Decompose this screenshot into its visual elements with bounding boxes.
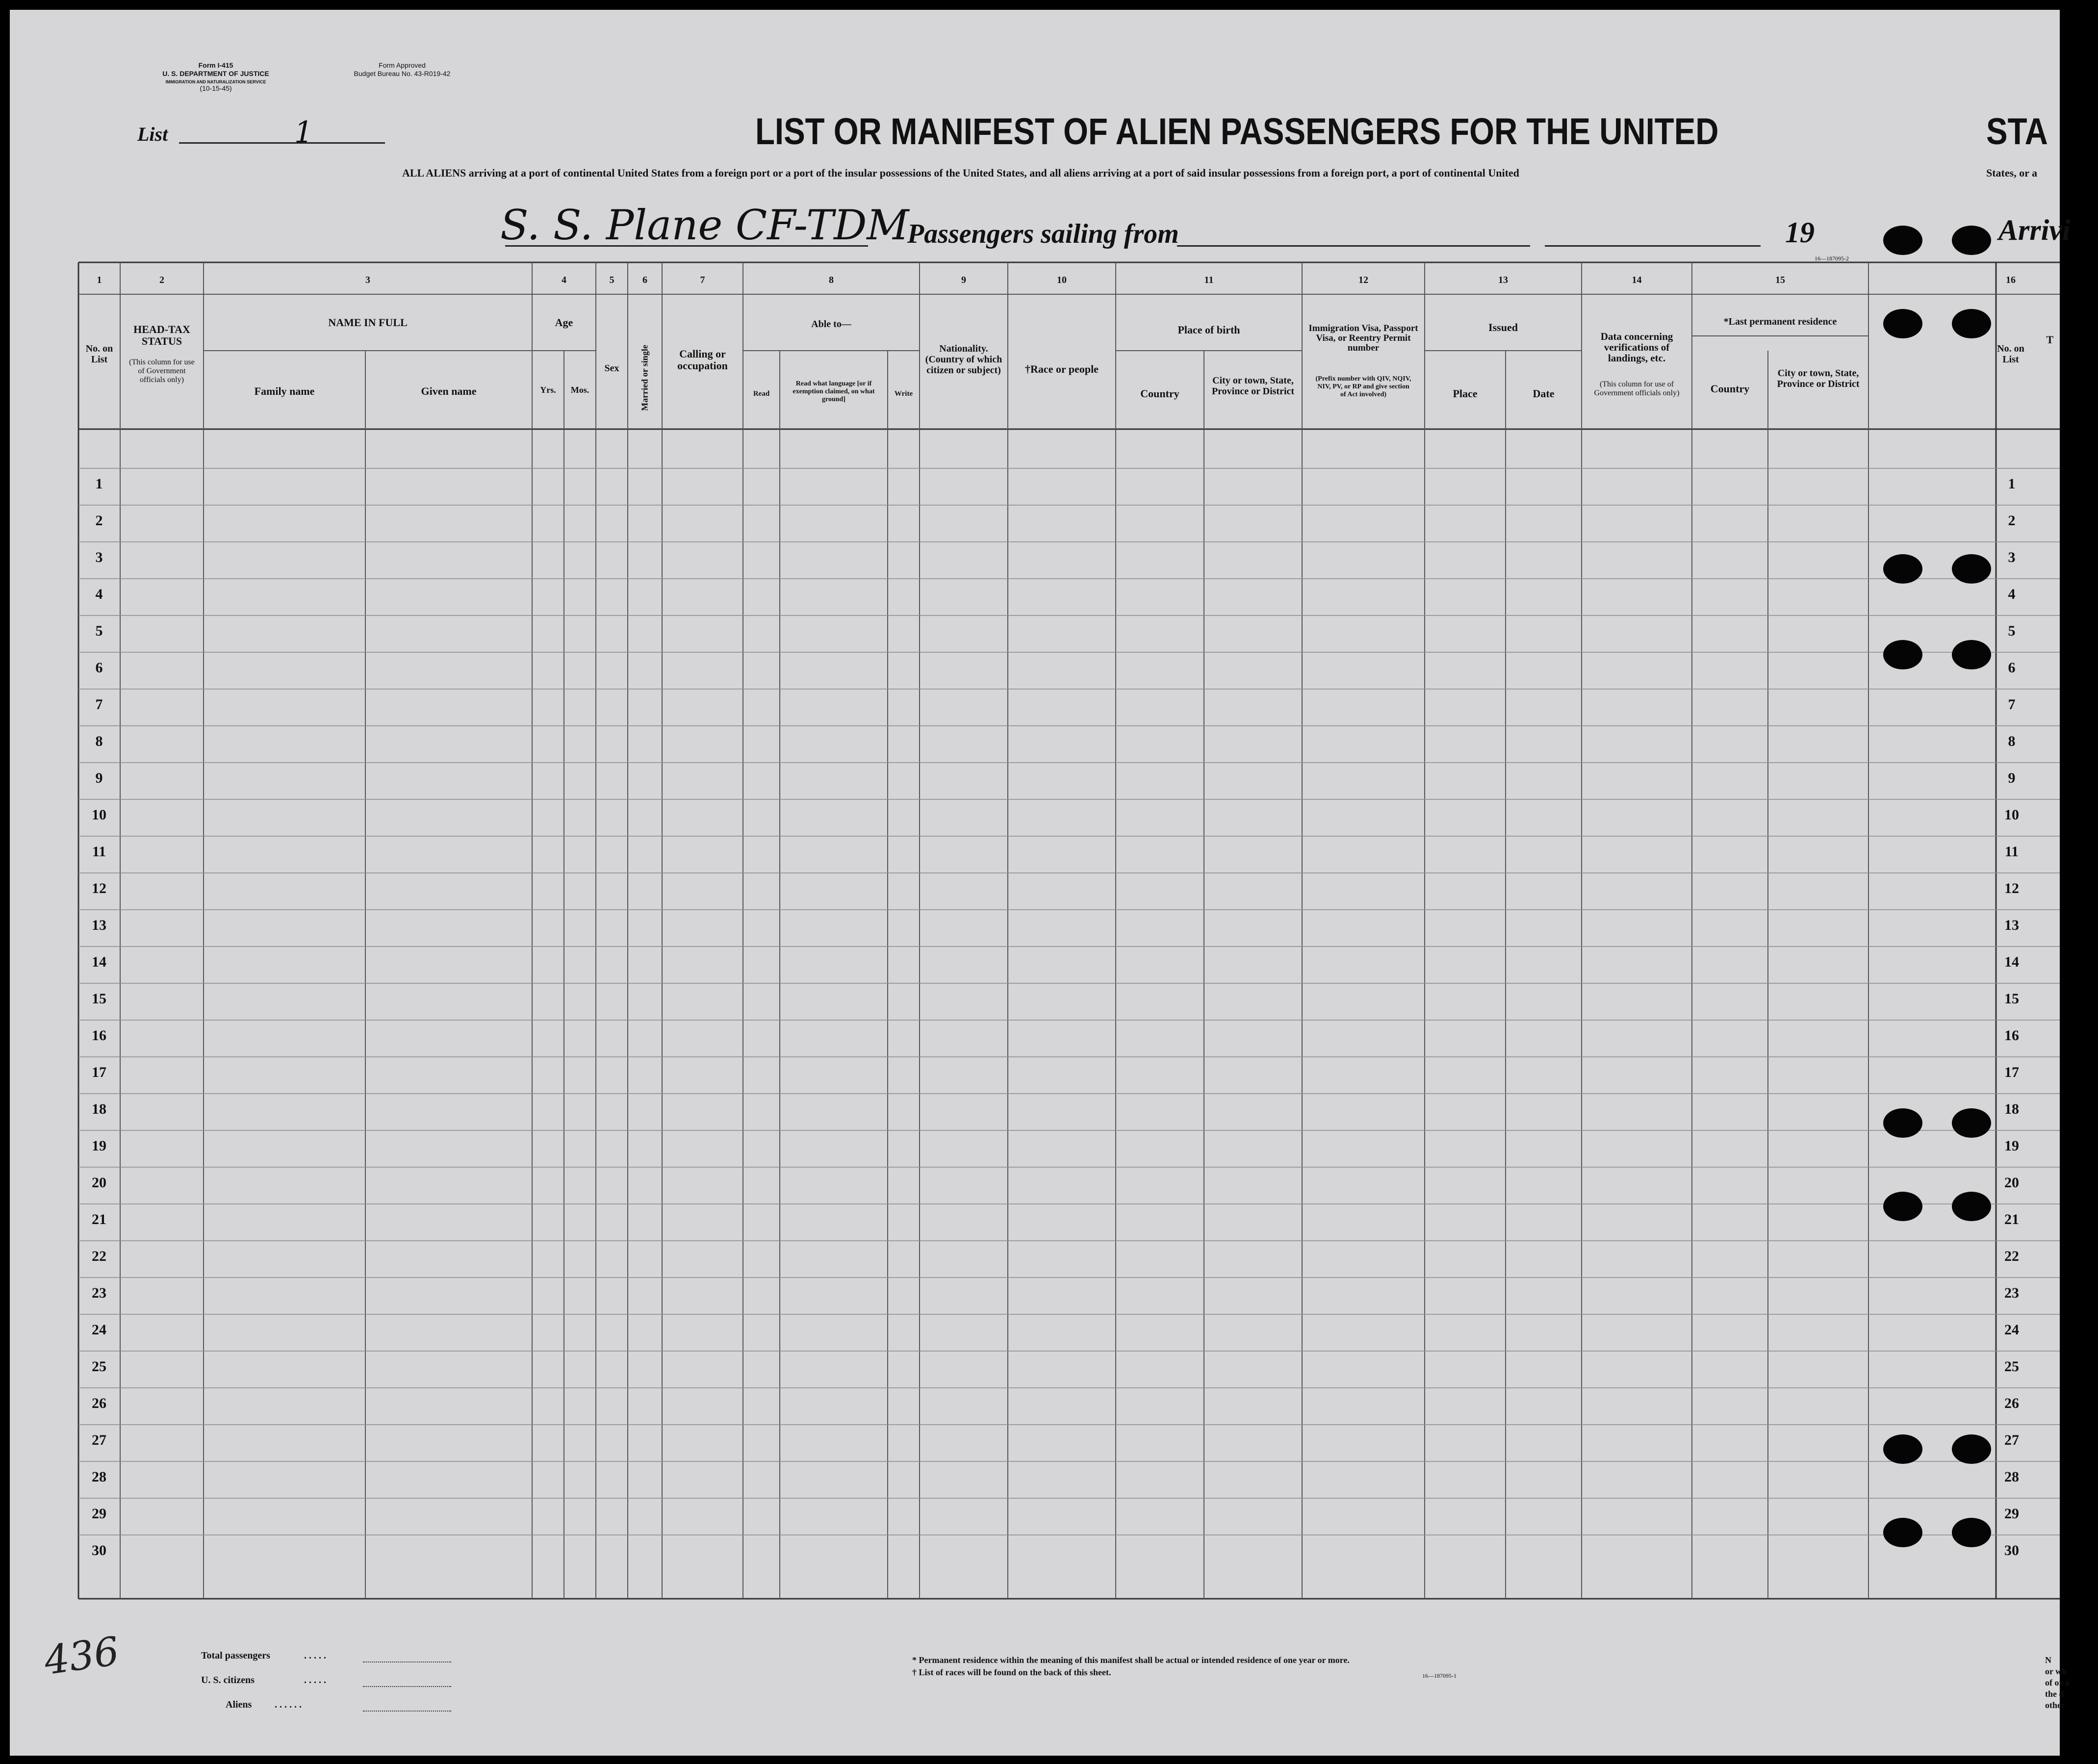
row-number-right: 27	[2004, 1432, 2019, 1448]
punch-hole	[1952, 640, 1991, 669]
row-number-right: 7	[2008, 696, 2016, 713]
row-number: 16	[92, 1027, 106, 1044]
manifest-sheet	[10, 10, 2071, 1756]
row-number: 5	[95, 623, 103, 639]
row-number-right: 28	[2004, 1469, 2019, 1485]
row-number-right: 20	[2004, 1175, 2019, 1191]
issued-header: Issued	[1488, 321, 1518, 333]
row-number: 2	[95, 512, 103, 529]
row-number-right: 14	[2004, 954, 2019, 970]
place-of-birth-header: Place of birth	[1177, 324, 1240, 336]
right-cut-text-4: the d	[2045, 1689, 2064, 1699]
col-num-12: 12	[1358, 275, 1368, 285]
data-concerning-note: (This column for use of Government officials only)	[1594, 380, 1680, 397]
row-number-right: 25	[2004, 1358, 2019, 1375]
right-cut-text-2: or wh	[2045, 1666, 2067, 1676]
right-cut-header: T	[2046, 333, 2054, 346]
col-num-15: 15	[1775, 275, 1785, 285]
row-number: 13	[92, 917, 106, 933]
col-num-11: 11	[1204, 275, 1214, 285]
page-title-continued: STA	[1986, 111, 2048, 153]
row-number: 23	[92, 1285, 106, 1301]
row-number: 9	[95, 770, 103, 786]
list-number: 1	[294, 115, 313, 150]
row-number: 3	[95, 549, 103, 565]
print-code-top: 16—187095-2	[1815, 255, 1849, 262]
row-number: 4	[95, 586, 103, 602]
col-num-9: 9	[961, 275, 966, 285]
col-num-8: 8	[829, 275, 834, 285]
row-number-right: 26	[2004, 1395, 2019, 1411]
row-number: 14	[92, 954, 106, 970]
col-num-14: 14	[1632, 275, 1642, 285]
right-cut-text-3: of or a	[2045, 1678, 2070, 1687]
form-number: Form I-415	[198, 61, 233, 69]
aliens-label: Aliens	[226, 1699, 252, 1710]
row-number-right: 4	[2008, 586, 2016, 602]
row-number-right: 16	[2004, 1027, 2019, 1044]
issued-date-header: Date	[1533, 387, 1555, 400]
birth-city-header: City or town, State, Province or District	[1211, 375, 1295, 397]
no-on-list-header: No. on List	[85, 343, 113, 365]
right-cut-text-1: N	[2045, 1655, 2051, 1665]
col-num-3: 3	[365, 275, 370, 285]
col-num-4: 4	[562, 275, 566, 285]
row-number-right: 1	[2008, 476, 2016, 492]
name-in-full-header: NAME IN FULL	[328, 316, 408, 329]
mos-header: Mos.	[570, 385, 589, 395]
sex-header: Sex	[604, 363, 619, 374]
row-number-right: 10	[2004, 807, 2019, 823]
print-code-bottom: 16—187095-1	[1422, 1672, 1457, 1679]
row-number: 22	[92, 1248, 106, 1264]
row-number-right: 24	[2004, 1322, 2019, 1338]
punch-hole	[1883, 226, 1922, 255]
col-num-6: 6	[642, 275, 647, 285]
row-number: 29	[92, 1506, 106, 1522]
service: IMMIGRATION AND NATURALIZATION SERVICE	[165, 79, 266, 84]
write-header: Write	[894, 390, 913, 398]
age-header: Age	[555, 316, 573, 329]
head-tax-header: HEAD-TAX STATUS	[133, 323, 190, 347]
row-number: 24	[92, 1322, 106, 1338]
right-cut-text-5: other	[2045, 1700, 2065, 1710]
us-citizens-label: U. S. citizens	[201, 1675, 255, 1686]
visa-header: Immigration Visa, Passport Visa, or Reentry Permit number	[1308, 323, 1418, 353]
row-number-right: 30	[2004, 1542, 2019, 1559]
residence-country-header: Country	[1710, 383, 1750, 395]
row-number-right: 21	[2004, 1211, 2019, 1227]
able-to-header: Able to—	[811, 319, 851, 330]
data-concerning-header: Data concerning verifications of landings, etc.	[1600, 331, 1673, 364]
col-num-13: 13	[1498, 275, 1508, 285]
row-number-right: 3	[2008, 549, 2016, 565]
row-number-right: 11	[2004, 844, 2019, 860]
date-code: (10-15-45)	[200, 84, 232, 92]
row-number: 30	[92, 1542, 106, 1559]
punch-hole	[1883, 1192, 1922, 1221]
row-number: 1	[95, 476, 103, 492]
vessel-handwritten: S. S. Plane CF-TDM	[500, 201, 909, 249]
row-number: 11	[92, 844, 106, 860]
col-num-1: 1	[97, 275, 102, 285]
department: U. S. DEPARTMENT OF JUSTICE	[162, 70, 269, 77]
punch-hole	[1952, 554, 1991, 584]
residence-city-header: City or town, State, Province or District	[1777, 368, 1860, 389]
row-number-right: 22	[2004, 1248, 2019, 1264]
row-number-right: 12	[2004, 880, 2019, 896]
arriving-label: Arrivi	[1998, 214, 2071, 246]
punch-hole	[1952, 309, 1991, 338]
row-number-right: 9	[2008, 770, 2016, 786]
us-citizens-line	[363, 1686, 451, 1687]
row-number: 10	[92, 807, 106, 823]
yrs-header: Yrs.	[540, 385, 556, 395]
punch-hole	[1883, 554, 1922, 584]
row-number-right: 8	[2008, 733, 2016, 749]
family-name-header: Family name	[254, 385, 315, 397]
row-number: 28	[92, 1469, 106, 1485]
row-number: 7	[95, 696, 103, 713]
row-number: 6	[95, 660, 103, 676]
head-tax-note: (This column for use of Government officials only)	[129, 358, 195, 384]
punch-hole	[1883, 1518, 1922, 1547]
row-number-right: 15	[2004, 991, 2019, 1007]
last-residence-header: *Last permanent residence	[1723, 316, 1837, 327]
punch-hole	[1952, 226, 1991, 255]
visa-note: (Prefix number with QIV, NQIV, NIV, PV, or RP and give section of Act involved)	[1315, 375, 1411, 398]
row-number: 12	[92, 880, 106, 896]
handwritten-sheet-number: 436	[41, 1628, 122, 1684]
row-number: 8	[95, 733, 103, 749]
col-num-16: 16	[2006, 275, 2016, 285]
residence-footnote: * Permanent residence within the meaning of this manifest shall be actual or intended residence of one year or more.	[912, 1655, 1350, 1665]
sailing-label: Passengers sailing from	[907, 219, 1179, 249]
row-number-right: 2	[2008, 512, 2016, 529]
row-number: 20	[92, 1175, 106, 1191]
row-number-right: 23	[2004, 1285, 2019, 1301]
married-header: Married or single	[640, 345, 650, 411]
budget-bureau: Budget Bureau No. 43-R019-42	[354, 70, 451, 77]
row-number: 18	[92, 1101, 106, 1117]
punch-hole	[1883, 1108, 1922, 1138]
dot-leader: . . . . .	[304, 1675, 326, 1686]
row-number-right: 13	[2004, 917, 2019, 933]
punch-hole	[1952, 1108, 1991, 1138]
row-number: 19	[92, 1138, 106, 1154]
issued-place-header: Place	[1453, 387, 1478, 400]
page-title: LIST OR MANIFEST OF ALIEN PASSENGERS FOR THE UNITED	[755, 111, 1719, 153]
form-approved: Form Approved	[379, 61, 426, 69]
row-number: 26	[92, 1395, 106, 1411]
row-number: 17	[92, 1064, 106, 1080]
subtitle: ALL ALIENS arriving at a port of continental United States from a foreign port or a port of the insular possessions of the United States, and all aliens arriving at a port of said insular possessions from a foreign port, a port of continental United	[402, 167, 1519, 179]
col-num-5: 5	[609, 275, 614, 285]
row-number-right: 5	[2008, 623, 2016, 639]
row-number-right: 29	[2004, 1506, 2019, 1522]
col-num-10: 10	[1057, 275, 1067, 285]
birth-country-header: Country	[1140, 387, 1179, 400]
punch-hole	[1952, 1518, 1991, 1547]
punch-hole	[1883, 309, 1922, 338]
row-number: 21	[92, 1211, 106, 1227]
subtitle-continued: States, or a	[1986, 167, 2038, 179]
dot-leader: . . . . . .	[275, 1699, 302, 1710]
nationality-header: Nationality. (Country of which citizen or subject)	[925, 343, 1002, 376]
row-number: 27	[92, 1432, 106, 1448]
punch-hole	[1883, 640, 1922, 669]
punch-hole	[1952, 1434, 1991, 1464]
given-name-header: Given name	[421, 385, 477, 397]
row-number-right: 6	[2008, 660, 2016, 676]
row-number: 25	[92, 1358, 106, 1375]
year-label: 19	[1785, 216, 1815, 249]
aliens-line	[363, 1711, 451, 1712]
row-number-right: 18	[2004, 1101, 2019, 1117]
read-header: Read	[753, 390, 770, 398]
row-number-right: 17	[2004, 1064, 2019, 1080]
race-header: †Race or people	[1025, 363, 1099, 375]
col-num-7: 7	[700, 275, 705, 285]
no-on-list-right-header: No. on List	[1997, 343, 2024, 365]
manifest-grid	[10, 10, 2060, 1756]
calling-header: Calling or occupation	[677, 348, 728, 372]
read-what-header: Read what language [or if exemption claimed, on what ground]	[793, 380, 875, 403]
total-passengers-label: Total passengers	[201, 1650, 270, 1661]
punch-hole	[1952, 1192, 1991, 1221]
dot-leader: . . . . .	[304, 1650, 326, 1661]
punch-hole	[1883, 1434, 1922, 1464]
races-footnote: † List of races will be found on the back of this sheet.	[912, 1667, 1111, 1677]
row-number-right: 19	[2004, 1138, 2019, 1154]
list-label: List	[137, 123, 168, 145]
row-number: 15	[92, 991, 106, 1007]
col-num-2: 2	[159, 275, 164, 285]
